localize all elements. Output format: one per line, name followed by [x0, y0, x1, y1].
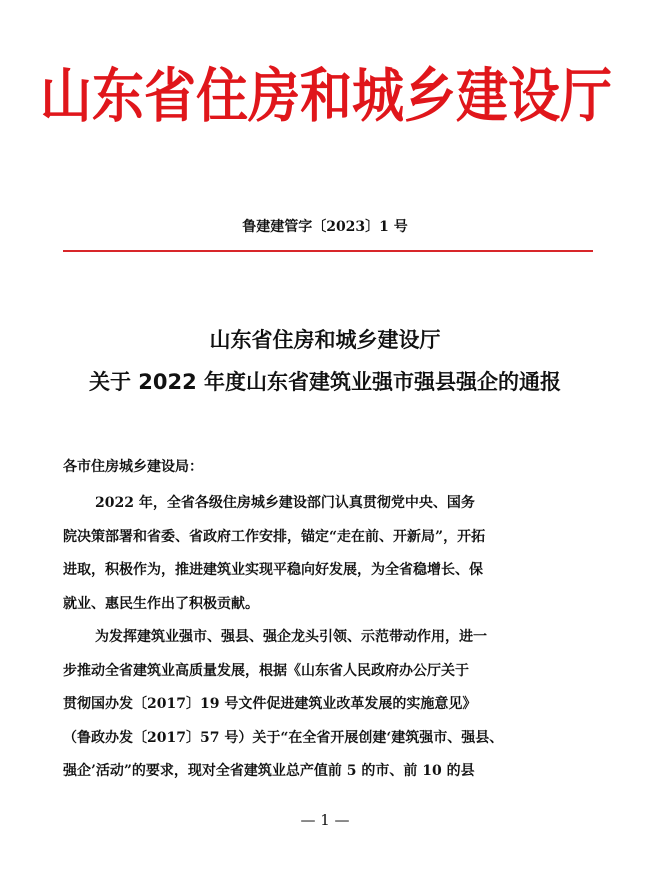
- issuer-masthead: 山东省住房和城乡建设厅: [40, 63, 613, 131]
- page-number: — 1 —: [300, 811, 350, 829]
- paragraph-1-line-2: 院决策部署和省委、省政府工作安排，锚定“走在前、开新局”，开拓: [63, 528, 486, 545]
- paragraph-2: [63, 622, 593, 790]
- document-number: 鲁建建管字〔2023〕1 号: [242, 219, 408, 235]
- document-title-line-2: 关于 2022 年度山东省建筑业强市强县强企的通报: [88, 370, 562, 394]
- paragraph-1-line-1: 2022 年，全省各级住房城乡建设部门认真贯彻党中央、国务: [95, 495, 475, 511]
- red-divider-rule: [63, 250, 593, 252]
- paragraph-1: [63, 488, 593, 622]
- paragraph-2-line-2: 步推动全省建筑业高质量发展，根据《山东省人民政府办公厅关于: [63, 662, 469, 679]
- paragraph-1-line-4: 就业、惠民生作出了积极贡献。: [63, 595, 259, 612]
- document-title-line-1: 山东省住房和城乡建设厅: [209, 328, 441, 352]
- salutation: 各市住房城乡建设局：: [63, 459, 203, 475]
- paragraph-1-line-3: 进取，积极作为，推进建筑业实现平稳向好发展，为全省稳增长、保: [63, 562, 483, 578]
- paragraph-2-line-5: 强企’活动”的要求，现对全省建筑业总产值前 5 的市、前 10 的县: [63, 763, 475, 779]
- paragraph-2-line-4: （鲁政办发〔2017〕57 号）关于“在全省开展创建‘建筑强市、强县、: [63, 729, 504, 746]
- paragraph-2-line-3: 贯彻国办发〔2017〕19 号文件促进建筑业改革发展的实施意见》: [63, 696, 477, 712]
- paragraph-2-line-1: 为发挥建筑业强市、强县、强企龙头引领、示范带动作用，进一: [95, 629, 487, 645]
